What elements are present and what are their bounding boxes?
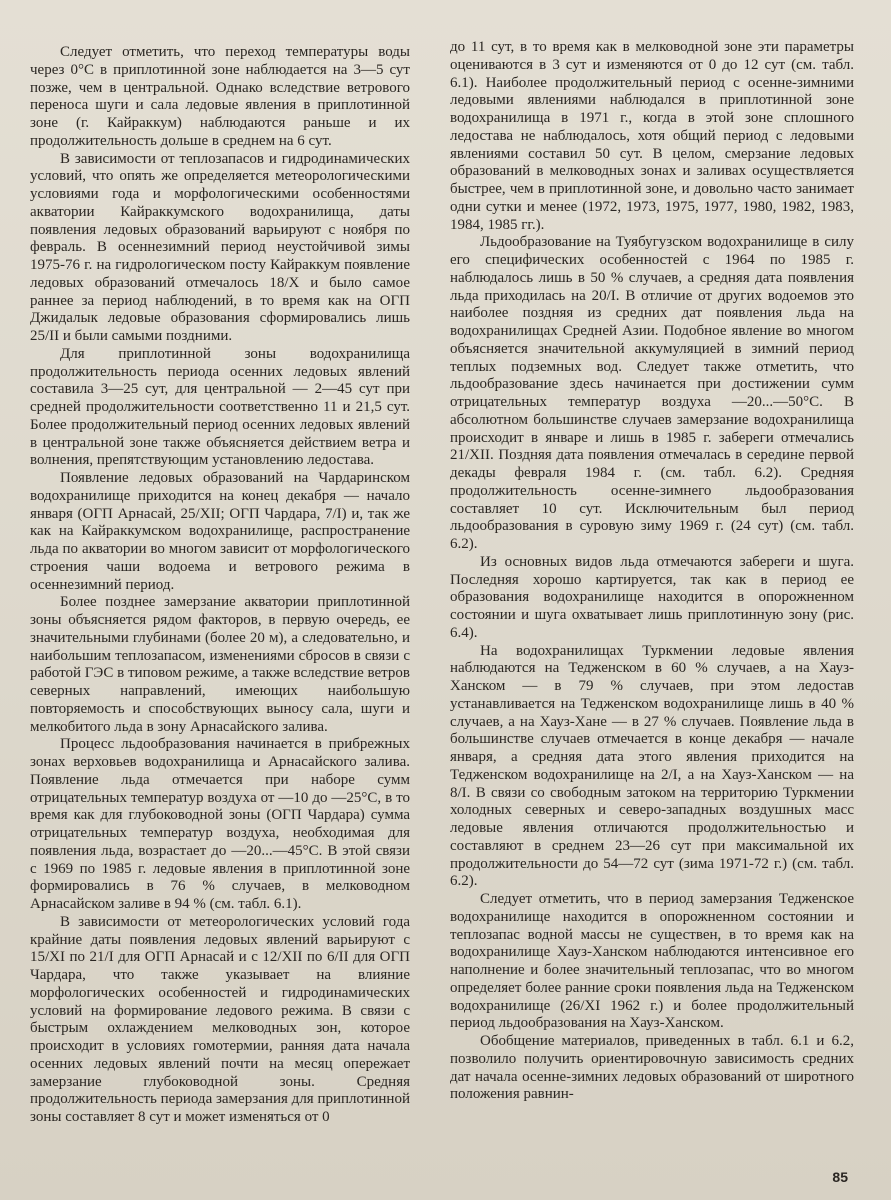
paragraph: В зависимости от теплозапасов и гидродинамических условий, что опять же определяется метеорологическими условиями года и морфологическими особенностями акватории Кайраккумского водохранилища, даты появления ледовых образований варьируют с ноября по февраль. В осеннезимний период неустойчивой зимы 1975-76 г. на гидрологическом посту Кайраккум появление ледовых образований отмечалось 18/X и было самое раннее за период наблюдений, в то время как на ОГП Джидалык ледовые образования сформировались лишь 25/II и были самыми поздними. [30,150,410,344]
right-text-column [450,39,854,1104]
paragraph: На водохранилищах Туркмении ледовые явления наблюдаются на Тедженском в 60 % случаев, а на Хауз-Ханском — в 79 % случаев, при этом ледостав устанавливается на Тедженском водохранилище лишь в 40 % случаев, а на Хауз-Хане — в 27 % случаев. Появление льда в большинстве случаев отмечается в конце декабря — начале января, а средняя дата этого явления приходится на Тедженском водохранилище на 2/I, а на Хауз-Ханском — на 8/I. В связи со свободным затоком на территорию Туркмении холодных северных и северо-западных воздушных масс ледовые явления отличаются продолжительностью и составляют в среднем 23—26 сут при максимальной их продолжительности до 54—72 сут (зима 1971-72 г.) (см. табл. 6.2). [450,642,854,890]
paragraph: Более позднее замерзание акватории приплотинной зоны объясняется рядом факторов, в первую очередь, ее значительными глубинами (более 20 м), а следовательно, и наибольшим теплозапасом, изменениями сбросов в связи с работой ГЭС в типовом режиме, а также вследствие ветров северных направлений, имеющих наибольшую повторяемость и способствующих выносу сала, шуги и мелкобитого льда в зону Арнасайского залива. [30,594,410,735]
paragraph: Для приплотинной зоны водохранилища продолжительность периода осенних ледовых явлений составила 3—25 сут, для центральной — 2—45 сут при средней продолжительности соответственно 11 и 21,5 сут. Более продолжительный период осенних ледовых явлений в центральной зоне также объясняется действием ветра и волнения, препятствующим установлению ледостава. [30,345,410,469]
paragraph: Следует отметить, что в период замерзания Тедженское водохранилище находится в опорожненном состоянии и теплозапас водной массы не существен, в то время как на водохранилище Хауз-Ханском наблюдаются интенсивное его наполнение и более значительный теплозапас, что во многом определяет более ранние сроки появления льда на Тедженском водохранилище (26/XI 1962 г.) и более продолжительный период льдообразования на Хауз-Ханском. [450,891,854,1032]
paragraph: В зависимости от метеорологических условий года крайние даты появления ледовых явлений варьируют с 15/XI по 21/I для ОГП Арнасай и с 12/XII по 6/II для ОГП Чардара, что также указывает на влияние морфологических особенностей и гидродинамических условий на формирование ледового режима. В связи с быстрым охлаждением мелководных зон, которое происходит в условиях гомотермии, ранняя дата начала осенних ледовых явлений почти на месяц опережает замерзание глубоководной зоны. Средняя продолжительность периода замерзания для приплотинной зоны составляет 8 сут и может изменяться от 0 [30,913,410,1125]
paragraph: Следует отметить, что переход температуры воды через 0°С в приплотинной зоне наблюдается на 3—5 сут позже, чем в центральной. Однако вследствие ветрового переноса шуги и сала ледовые явления в приплотинной зоне (г. Кайраккум) наблюдаются раньше и их продолжительность дольше в среднем на 6 сут. [30,44,410,149]
page-number: 85 [832,1169,848,1185]
paragraph: Появление ледовых образований на Чардаринском водохранилище приходится на конец декабря — начало января (ОГП Арнасай, 25/XII; ОГП Чардара, 7/I) и, так же как на Кайраккумском водохранилище, распространение льда по акватории во многом зависит от морфологического строения чаши водоема и ветрового режима в осеннезимний период. [30,470,410,593]
left-text-column [30,44,410,1127]
paragraph: Льдообразование на Туябугузском водохранилище в силу его специфических особенностей с 1964 по 1985 г. наблюдалось лишь в 50 % случаев, а средняя дата появления льда приходилась на 20/I. В отличие от других водоемов это наиболее поздняя из средних дат появления льда на водохранилищах Средней Азии. Подобное явление во многом объясняется значительной аккумуляцией в зимний период теплых подземных вод. Следует также отметить, что льдообразование здесь начинается при достижении сумм отрицательных температур воздуха —20...—50°С. В абсолютном большинстве случаев замерзание водохранилища происходит в январе и лишь в 1985 г. забереги отмечались 21/XII. Поздняя дата появления отмечалась в середине первой декады февраля 1984 г. (см. табл. 6.2). Средняя продолжительность осенне-зимнего льдообразования составляет 10 сут. Исключительным был период льдообразования в суровую зиму 1969 г. (24 сут) (см. табл. 6.2). [450,234,854,552]
paragraph-continuation: до 11 сут, в то время как в мелководной зоне эти параметры оцениваются в 3 сут и изменяются от 0 до 12 сут (см. табл. 6.1). Наиболее продолжительный период с осенне-зимними ледовыми явлениями наблюдался в приплотинной зоне водохранилища в 1971 г., когда в этой зоне сплошного ледостава не наблюдалось, хотя общий период с ледовыми явлениями составил 50 сут. В целом, смерзание ледовых образований в мелководных зонах и заливах осуществляется быстрее, чем в приплотинной зоне, и довольно часто занимает одни сутки и менее (1972, 1973, 1975, 1977, 1980, 1982, 1983, 1984, 1985 гг.). [450,39,854,233]
paragraph: Процесс льдообразования начинается в прибрежных зонах верховьев водохранилища и Арнасайского залива. Появление льда отмечается при наборе сумм отрицательных температур воздуха от —10 до —25°С, в то время как для глубоководной зоны (ОГП Чардара) сумма отрицательных температур воздуха, необходимая для появления льда, возрастает до —20...—45°С. В этой связи с 1969 по 1985 г. ледовые явления в приплотинной зоне формировались в 76 % случаев, в мелководном Арнасайском заливе в 94 % (см. табл. 6.1). [30,736,410,912]
paragraph: Из основных видов льда отмечаются забереги и шуга. Последняя хорошо картируется, так как в период ее образования водохранилище находится в опорожненном состоянии и шуга охватывает лишь приплотинную зону (рис. 6.4). [450,553,854,641]
paragraph: Обобщение материалов, приведенных в табл. 6.1 и 6.2, позволило получить ориентировочную зависимость средних дат начала осенне-зимних ледовых образований от широтного положения равнин- [450,1033,854,1103]
